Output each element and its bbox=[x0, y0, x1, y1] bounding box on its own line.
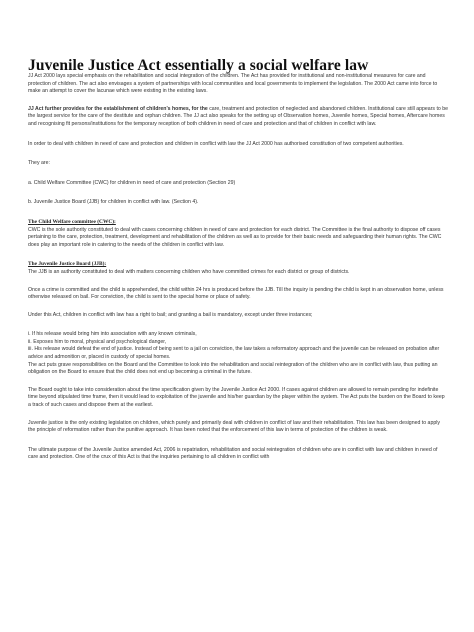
section-heading-cwc: The Child Welfare committee (CWC): bbox=[28, 218, 116, 225]
list-item: ii. Exposes him to moral, physical and psychological danger, bbox=[28, 338, 167, 345]
paragraph: Juvenile justice is the only existing legislation on children, which purely and primarily deal with children in conflict of law and their rehabilitation. This law has been designed to apply the principle of reformation rather than the punitive approach. It has been noted that the enforcement of this law in terms of protection of the children is weak. bbox=[28, 419, 440, 434]
paragraph: The JJB is an authority constituted to deal with matters concerning children who have committed crimes for each district or group of districts. bbox=[28, 268, 350, 275]
paragraph: In order to deal with children in need of care and protection and children in conflict with law the JJ Act 2000 has authorised constitution of two competent authorities. bbox=[28, 140, 404, 147]
list-item: i. If his release would bring him into association with any known criminals, bbox=[28, 331, 197, 338]
paragraph: The ultimate purpose of the Juvenile Justice amended Act, 2006 is repatriation, rehabilitation and social reintegration of children who are in conflict with law and children in need of care and protection. One of the crux of this Act is that the inquiries pertaining to all children in conflict with bbox=[28, 446, 438, 461]
list-item: a. Child Welfare Committee (CWC) for children in need of care and protection (Section 29) bbox=[28, 179, 236, 186]
article-body bbox=[28, 73, 448, 462]
paragraph: CWC is the sole authority constituted to deal with cases concerning children in need of care and protection for each district. The Committee is the final authority to dispose off cases pertaining to the care, protection, treatment, development and rehabilitation of the children as well as to provide for their basic needs and safeguarding their human rights. The CWC does play an important role in catering to the needs of the children in conflict with law. bbox=[28, 226, 442, 248]
paragraph: Under this Act, children in conflict with law has a right to bail; and granting a bail is mandatory, except under three instances; bbox=[28, 311, 313, 318]
paragraph: Once a crime is committed and the child is apprehended, the child within 24 hrs is produced before the JJB. Till the inquiry is pending the child is kept in an observation home, unless otherwise released on bail. For conviction, the child is sent to the special home or place of safety. bbox=[28, 286, 444, 301]
paragraph-lead: JJ Act further provides for the establishment of children's homes, for the bbox=[28, 105, 208, 112]
paragraph-rest: care, treatment and protection of neglected and abandoned children. Institutional care still appears to be the largest service for the care of the destitute and orphan children. The JJ act also speaks for the setting up of Observation homes, Juvenile homes, Special homes, Aftercare homes and recognising fit persons/institutions for the temporary reception of both children in need of care and protection and that of children in conflict with law. bbox=[28, 105, 448, 127]
list-item: b. Juvenile Justice Board (JJB) for children in conflict with law. (Section 4). bbox=[28, 199, 199, 206]
paragraph: The Board ought to take into consideration about the time specification given by the Juvenile Justice Act 2000. If cases against children are allowed to remain pending for indefinite time beyond stipulated time frame, then it would lead to exploitation of the juvenile and his/her guardian by the player within the system. The Act puts the burden on the Board to keep a track of such cases and dispose them at the earliest. bbox=[28, 386, 445, 409]
list-item: iii. His release would defeat the end of justice. Instead of being sent to a jail on conviction, the law takes a reformatory approach and the juvenile can be released on probation after advice and admonition or, placed in custody of special homes. bbox=[28, 346, 440, 361]
article-title: Juvenile Justice Act essentially a social welfare law bbox=[28, 57, 369, 74]
section-heading-jjb: The Juvenile Justice Board (JJB): bbox=[28, 261, 107, 268]
paragraph: They are: bbox=[28, 160, 50, 167]
paragraph: JJ Act 2000 lays special emphasis on the rehabilitation and social integration of the children. The Act has provided for institutional and non-institutional measures for care and protection of children. The act also envisages a system of partnerships with local communities and local governments to implement the legislation. The 2000 Act came into force to make an attempt to cover the lacunae which were existing in the existing laws. bbox=[28, 73, 438, 95]
paragraph bbox=[28, 106, 448, 129]
paragraph: The act puts grave responsibilities on the Board and the Committee to look into the rehabilitation and social reintegration of the children who are in conflict with law, thus putting an obligation on the Board to ensure that the child does not end up becoming a criminal in the future. bbox=[28, 361, 438, 376]
